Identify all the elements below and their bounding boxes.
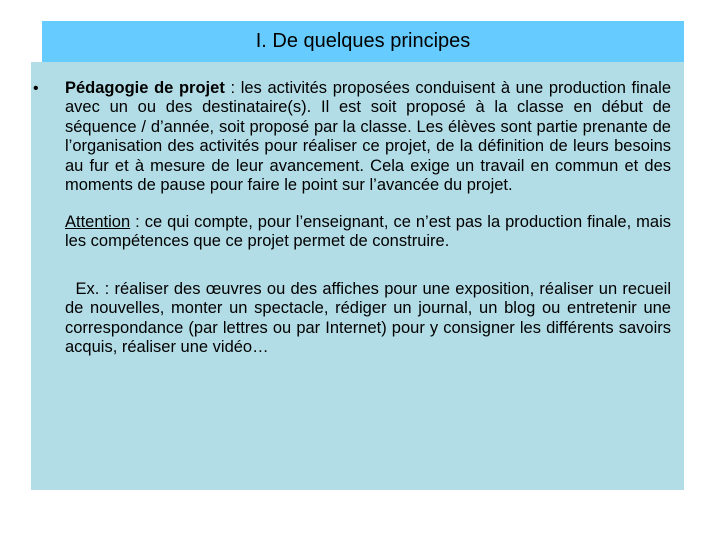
paragraph-pedagogie-projet: [65, 79, 671, 195]
term-pedagogie-projet: Pédagogie de projet: [65, 79, 225, 97]
slide-title-text: I. De quelques principes: [255, 30, 471, 52]
paragraph-pedagogie-projet-text: : les activités proposées conduisent à une production finale avec un ou des destinataire(s). Il est soit proposé à la classe en début de séquence / d’année, soit proposé par la classe. Les élèves sont partie prenante de l’organisation des activités pour réaliser ce projet, de la définition de leurs besoins au fur et à mesure de leur avancement. Cela exige un travail en commun et des moments de pause pour faire le point sur l’avancée du projet.: [65, 79, 671, 195]
slide-title: [42, 21, 684, 62]
paragraph-attention-text: : ce qui compte, pour l’enseignant, ce n’est pas la production finale, mais les compétences que ce projet permet de construire.: [65, 213, 671, 251]
bullet-marker: •: [33, 80, 39, 97]
term-attention: Attention: [65, 213, 131, 231]
paragraph-examples-text: Ex. : réaliser des œuvres ou des affiches pour une exposition, réaliser un recueil de nouvelles, monter un spectacle, rédiger un journal, un blog ou entretenir une correspondance (par lettres ou par Internet) pour y consigner les différents savoirs acquis, réaliser une vidéo…: [65, 280, 676, 357]
content-box: [31, 62, 684, 490]
paragraph-attention: [65, 213, 671, 252]
paragraph-examples: [65, 280, 676, 358]
